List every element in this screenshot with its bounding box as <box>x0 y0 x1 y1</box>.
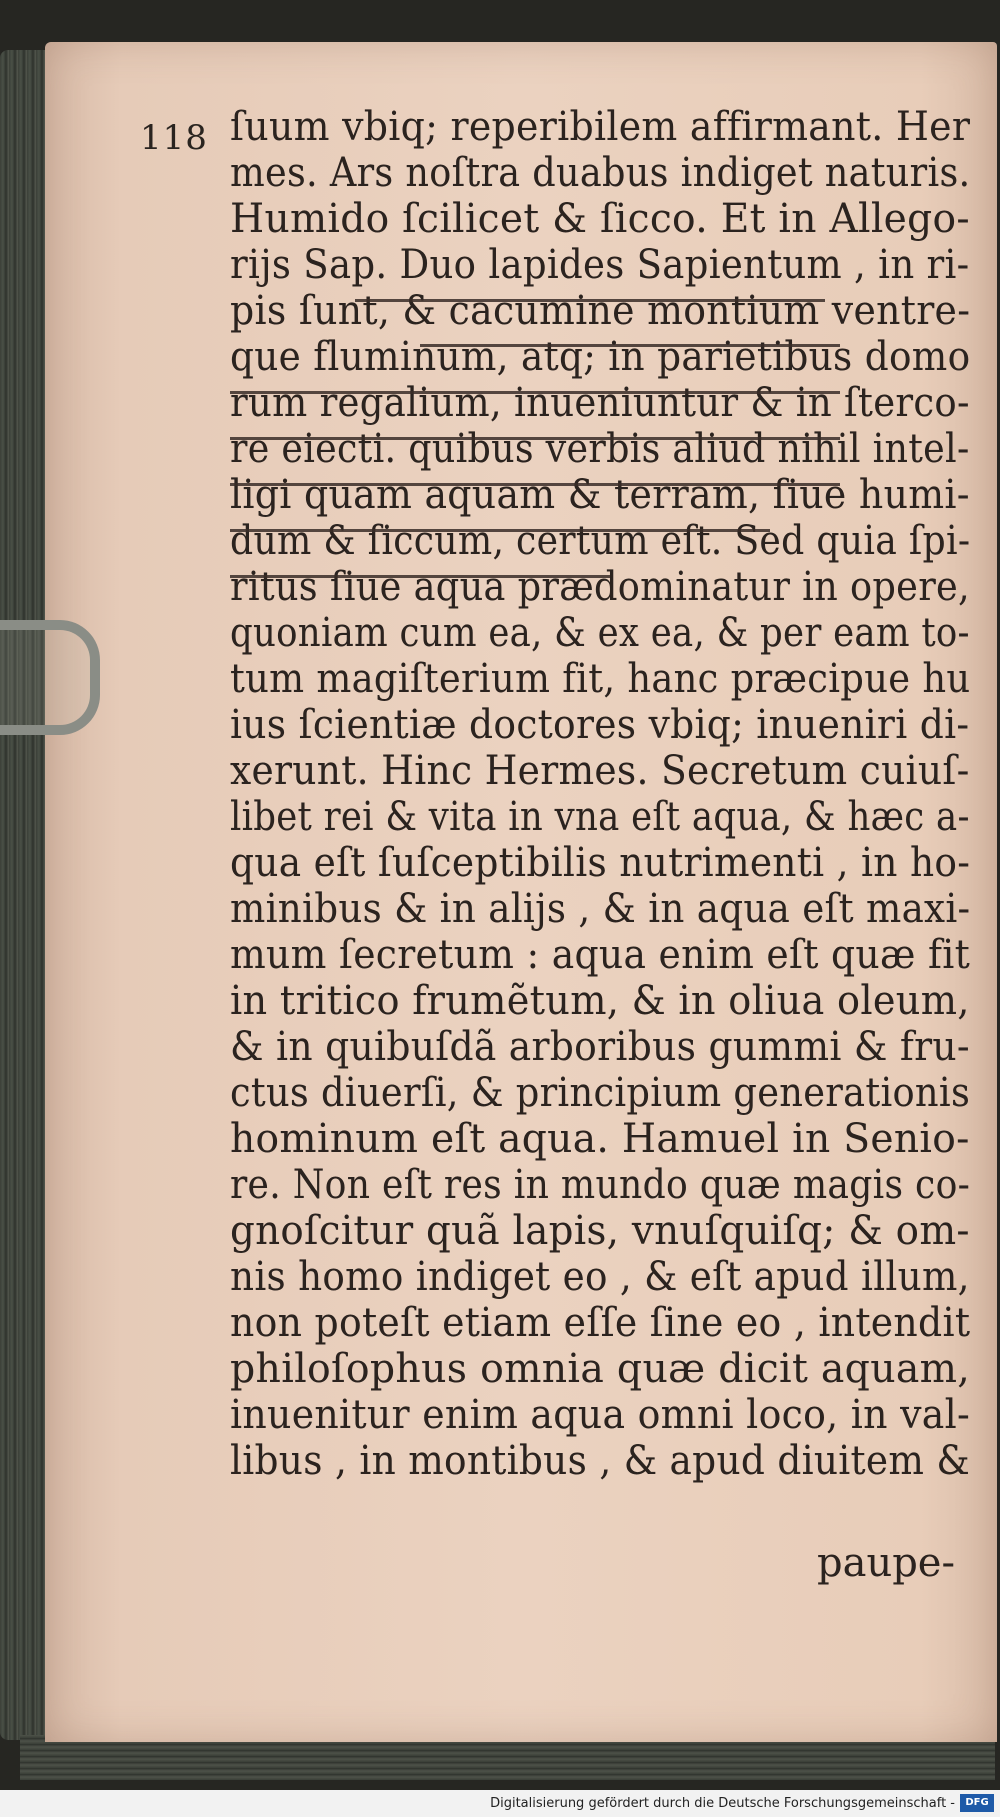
text-line: & in quibuſdã arboribus gummi & fru- <box>230 1024 970 1070</box>
text-line: qua eſt ſuſceptibilis nutrimenti , in ho- <box>230 840 971 886</box>
page-number: 118 <box>140 118 208 158</box>
digitization-credit-bar <box>0 1790 1000 1817</box>
text-line: libet rei & vita in vna eſt aqua, & hæc a- <box>230 794 970 840</box>
text-line: inuenitur enim aqua omni loco, in val- <box>230 1392 971 1438</box>
ink-underline <box>355 299 825 302</box>
text-line: hominum eſt aqua. Hamuel in Senio- <box>230 1116 970 1162</box>
text-line: quoniam cum ea, & ex ea, & per eam to- <box>230 610 970 656</box>
ink-underline <box>420 344 840 347</box>
text-line: pis ſunt, & cacumine montium ventre- <box>230 288 971 334</box>
text-line: que fluminum, atq; in parietibus domo <box>230 334 971 380</box>
text-line: nis homo indiget eo , & eſt apud illum, <box>230 1254 970 1300</box>
text-line: mum ſecretum : aqua enim eſt quæ fit <box>230 932 971 978</box>
ink-underline <box>230 391 840 394</box>
ink-underline <box>230 437 840 440</box>
text-line: rijs Sap. Duo lapides Sapientum , in ri- <box>230 242 970 288</box>
ink-underline <box>230 575 610 578</box>
text-line: non poteſt etiam eſſe ſine eo , intendit <box>230 1300 971 1346</box>
text-line: libus , in montibus , & apud diuitem & <box>230 1438 971 1484</box>
text-line: tum magiſterium fit, hanc præcipue hu <box>230 656 971 702</box>
text-line: rum regalium, inueniuntur & in ſterco- <box>230 380 970 426</box>
text-line: Humido ſcilicet & ſicco. Et in Allego- <box>230 196 970 242</box>
text-line: mes. Ars noſtra duabus indiget naturis. <box>230 150 971 196</box>
text-line: re eiecti. quibus verbis aliud nihil intel- <box>230 426 970 472</box>
text-line: ctus diuerſi, & principium generationis <box>230 1070 971 1116</box>
text-line: re. Non eſt res in mundo quæ magis co- <box>230 1162 971 1208</box>
text-line: in tritico frumẽtum, & in oliua oleum, <box>230 978 970 1024</box>
dfg-logo: DFG <box>960 1794 994 1812</box>
text-line: ritus ſiue aqua prædominatur in opere, <box>230 564 970 610</box>
text-line: ius ſcientiæ doctores vbiq; inueniri di- <box>230 702 970 748</box>
text-line: ligi quam aquam & terram, ſiue humi- <box>230 472 970 518</box>
text-line: gnoſcitur quã lapis, vnuſquiſq; & om- <box>230 1208 970 1254</box>
metal-clasp <box>0 620 100 735</box>
text-line: dum & ſiccum, certum eſt. Sed quia ſpi- <box>230 518 971 564</box>
catchword: paupe- <box>816 1540 955 1586</box>
text-line: xerunt. Hinc Hermes. Secretum cuiuſ- <box>230 748 970 794</box>
ink-underline <box>230 483 840 486</box>
credit-text: Digitalisierung gefördert durch die Deutsche Forschungsgemeinschaft - <box>490 1796 955 1811</box>
ink-underline <box>230 529 770 532</box>
text-line: philoſophus omnia quæ dicit aquam, <box>230 1346 971 1392</box>
text-line: ſuum vbiq; reperibilem affirmant. Her <box>230 104 971 150</box>
text-line: minibus & in alijs , & in aqua eſt maxi- <box>230 886 971 932</box>
